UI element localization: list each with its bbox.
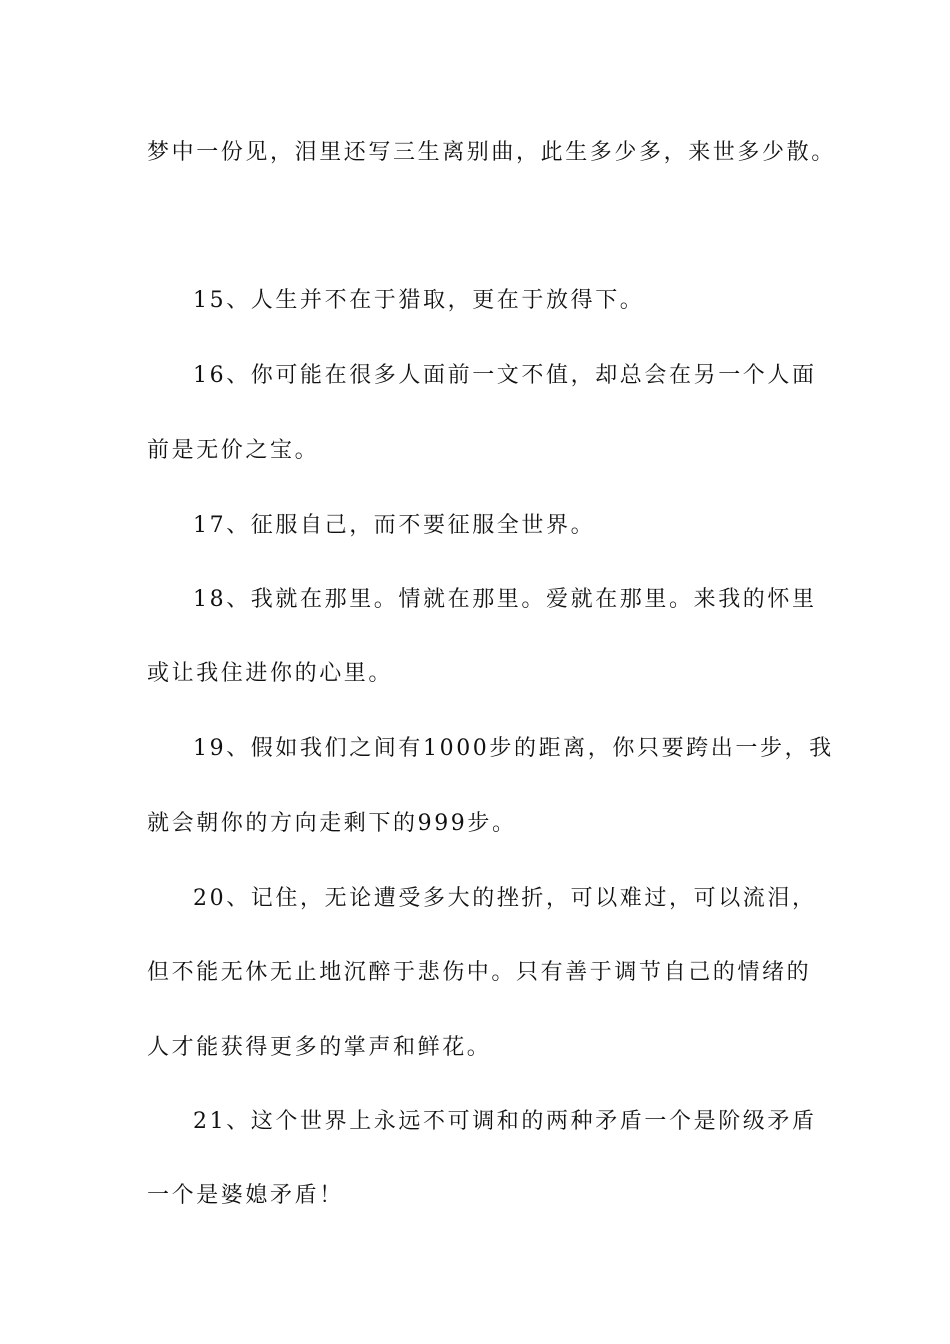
text-line: 前是无价之宝。 [147,438,320,463]
text-line: 16、你可能在很多人面前一文不值，却总会在另一个人面 [193,363,817,388]
text-line: 15、人生并不在于猎取，更在于放得下。 [193,288,645,313]
text-line: 17、征服自己，而不要征服全世界。 [193,513,596,538]
text-line: 但不能无休无止地沉醉于悲伤中。只有善于调节自己的情绪的 [147,960,812,985]
text-line: 19、假如我们之间有1000步的距离，你只要跨出一步，我 [193,736,834,761]
text-line: 或让我住进你的心里。 [147,661,394,686]
text-line: 一个是婆媳矛盾！ [147,1183,344,1208]
text-line: 20、记住，无论遭受多大的挫折，可以难过，可以流泪， [193,886,817,911]
text-line: 21、这个世界上永远不可调和的两种矛盾一个是阶级矛盾 [193,1109,817,1134]
text-line: 人才能获得更多的掌声和鲜花。 [147,1035,492,1060]
text-line: 梦中一份见，泪里还写三生离别曲，此生多少多，来世多少散。 [147,140,836,165]
text-line: 18、我就在那里。情就在那里。爱就在那里。来我的怀里 [193,587,817,612]
text-line: 就会朝你的方向走剩下的999步。 [147,811,517,836]
